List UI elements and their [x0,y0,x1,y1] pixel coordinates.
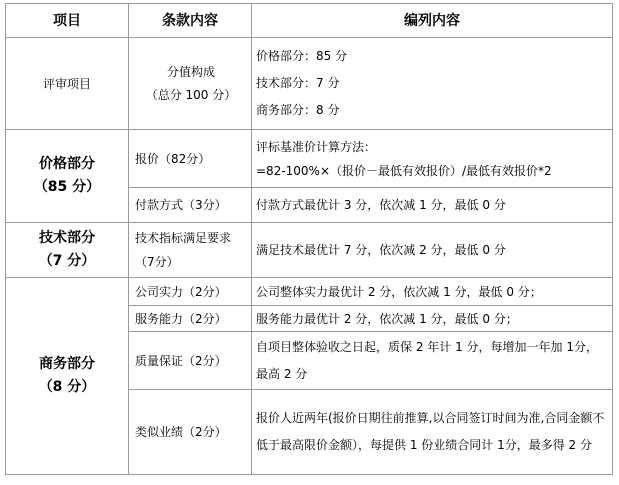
price-quote-clause: 报价（82分） [129,130,252,188]
tech-content: 满足技术最优计 7 分，依次减 2 分，最低 0 分 [252,223,613,278]
business-strength-clause: 公司实力（2分） [129,278,252,306]
header-content: 编列内容 [252,4,613,38]
price-quote-content-cell [252,130,613,188]
business-quality-content: 自项目整体验收之日起，质保 2 年计 1 分，每增加一年加 1分，最高 2 分 [256,339,598,381]
table-row [6,278,613,306]
business-item-line1: 商务部分 [39,356,95,372]
review-clause-cell [129,38,252,130]
price-quote-content-line2: =82-100%×（报价－最低有效报价）/最低有效报价*2 [256,163,552,178]
review-content-business: 商务部分：8 分 [256,103,340,117]
review-clause-line1: 分值构成 [166,64,215,79]
header-item: 项目 [6,4,129,38]
table-row [6,130,613,188]
business-track-record-content-cell [252,390,613,475]
price-quote-content-line1: 评标基准价计算方法： [256,139,377,154]
table-row [6,38,613,130]
review-content-price: 价格部分：85 分 [256,49,348,63]
price-payment-clause: 付款方式（3分） [129,188,252,223]
price-item-line1: 价格部分 [39,156,95,172]
price-item-line2: （85 分） [33,179,101,195]
price-item-cell [6,130,129,223]
review-clause-line2: （总分 100 分） [145,87,237,102]
tech-item-cell [6,223,129,278]
review-item-cell [6,38,129,130]
header-row [6,4,613,38]
business-track-record-content: 报价人近两年(报价日期往前推算,以合同签订时间为准,合同金额不低于最高限价金额），每提供 1 份业绩合同计 1分，最多得 2 分 [256,411,605,452]
business-service-clause: 服务能力（2分） [129,306,252,332]
business-quality-content-cell [252,332,613,390]
review-item-label: 评审项目 [42,76,91,91]
tech-item-line2: （7 分） [38,253,96,269]
header-clause: 条款内容 [129,4,252,38]
review-content-cell [252,38,613,130]
business-service-content: 服务能力最优计 2 分，依次减 1 分，最低 0 分； [252,306,613,332]
table-row [6,223,613,278]
business-item-line2: （8 分） [38,379,96,395]
business-item-cell [6,278,129,475]
tech-clause: 技术指标满足要求（7分） [135,231,232,269]
business-track-record-clause: 类似业绩（2分） [129,390,252,475]
price-payment-content: 付款方式最优计 3 分，依次减 1 分，最低 0 分 [252,188,613,223]
business-quality-clause: 质量保证（2分） [129,332,252,390]
tech-item-line1: 技术部分 [39,230,95,246]
business-strength-content: 公司整体实力最优计 2 分，依次减 1 分，最低 0 分； [252,278,613,306]
review-content-tech: 技术部分：7 分 [256,76,340,90]
tech-clause-cell [129,223,252,278]
scoring-table [5,3,613,475]
